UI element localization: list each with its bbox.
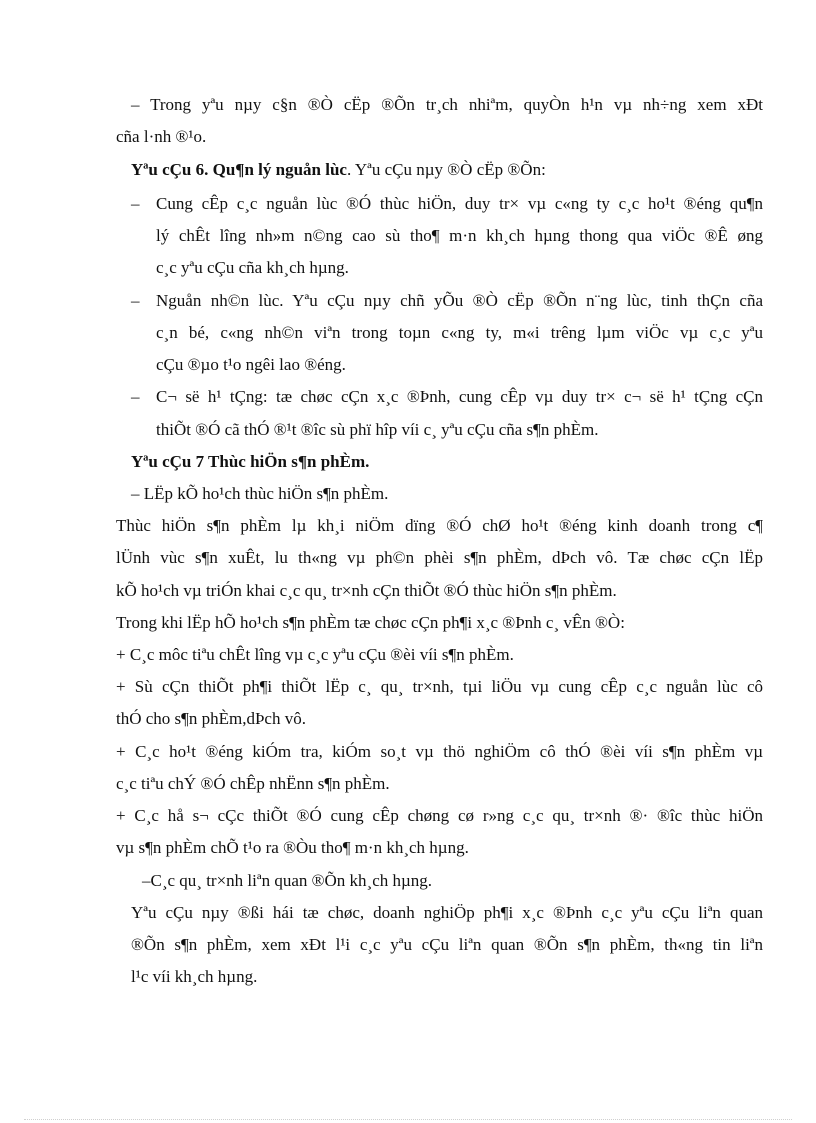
- paragraph-line: vµ s¶n phÈm chÕ t¹o ra ®Òu tho¶ m·n kh¸ch hµng.: [116, 838, 469, 857]
- paragraph-line: + C¸c môc tiªu chÊt lîng vµ c¸c yªu cÇu ®èi víi s¶n phÈm.: [116, 645, 514, 664]
- section-heading-req6: [131, 159, 546, 181]
- list-item-line: cÇu ®µo t¹o ngêi lao ®éng.: [156, 355, 346, 374]
- paragraph-line: Yªu cÇu nµy ®ßi hái tæ chøc, doanh nghiÖp ph¶i x¸c ®Þnh c¸c yªu cÇu liªn quan: [131, 903, 763, 922]
- paragraph-line: Trong khi lËp hÕ ho¹ch s¶n phÈm tæ chøc cÇn ph¶i x¸c ®Þnh c¸ vÊn ®Ò:: [116, 613, 625, 632]
- paragraph-line: + C¸c hå s¬ cÇc thiÕt ®Ó cung cÊp chøng cø r»ng c¸c qu¸ tr×nh ®· ®îc thùc hiÖn: [116, 806, 763, 825]
- heading-rest: . Yªu cÇu nµy ®Ò cËp ®Õn:: [346, 160, 546, 179]
- footer-divider: [24, 1119, 792, 1120]
- paragraph-line: – LËp kÕ ho¹ch thùc hiÖn s¶n phÈm.: [131, 484, 389, 503]
- paragraph-line: + C¸c ho¹t ®éng kiÓm tra, kiÓm so¸t vµ thö nghiÖm cô thÓ ®èi víi s¶n phÈm vµ: [116, 742, 763, 761]
- paragraph-line: c¸c tiªu chÝ ®Ó chÊp nhËnn s¶n phÈm.: [116, 774, 390, 793]
- paragraph-line: cña l·nh ®¹o.: [116, 127, 207, 146]
- paragraph-line: ®Õn s¶n phÈm, xem xÐt l¹i c¸c yªu cÇu liªn quan ®Õn s¶n phÈm, th«ng tin liªn: [131, 935, 763, 954]
- paragraph-line: Thùc hiÖn s¶n phÈm lµ kh¸i niÖm dïng ®Ó chØ ho¹t ®éng kinh doanh trong c¶: [116, 516, 763, 535]
- heading-bold: Yªu cÇu 6. Qu¶n lý nguån lùc: [131, 160, 347, 179]
- list-item-line: thiÕt ®Ó cã thÓ ®¹t ®îc sù phï hîp víi c¸ yªu cÇu cña s¶n phÈm.: [156, 420, 599, 439]
- paragraph-line: kÕ ho¹ch vµ triÓn khai c¸c qu¸ tr×nh cÇn thiÕt ®Ó thùc hiÖn s¶n phÈm.: [116, 581, 617, 600]
- paragraph-line: –C¸c qu¸ tr×nh liªn quan ®Õn kh¸ch hµng.: [142, 871, 433, 890]
- list-dash: –: [131, 291, 140, 310]
- paragraph-line: + Sù cÇn thiÕt ph¶i thiÕt lËp c¸ qu¸ tr×nh, tµi liÖu vµ cung cÊp c¸c nguån lùc cô: [116, 677, 763, 696]
- list-item-line: c¸c yªu cÇu cña kh¸ch hµng.: [156, 258, 349, 277]
- paragraph-line: l¹c víi kh¸ch hµng.: [131, 967, 258, 986]
- list-dash: –: [131, 387, 140, 406]
- section-heading-req7: [131, 451, 369, 473]
- list-item-line: Nguån nh©n lùc. Yªu cÇu nµy chñ yÕu ®Ò cËp ®Õn n¨ng lùc, tinh thÇn cña: [156, 291, 763, 310]
- list-dash: –: [131, 194, 140, 213]
- paragraph-line: lÜnh vùc s¶n xuÊt, lu th«ng vµ ph©n phèi s¶n phÈm, dÞch vô. Tæ chøc cÇn lËp: [116, 548, 763, 567]
- paragraph-line: – Trong yªu nµy c§n ®Ò cËp ®Õn tr¸ch nhiªm, quyÒn h¹n vµ nh÷ng xem xÐt: [131, 95, 763, 114]
- heading-bold: Yªu cÇu 7 Thùc hiÖn s¶n phÈm.: [131, 452, 370, 471]
- list-item-line: lý chÊt lîng nh»m n©ng cao sù tho¶ m·n kh¸ch hµng thong qua viÖc ®Ê øng: [156, 226, 763, 245]
- list-item-line: c¸n bé, c«ng nh©n viªn trong toµn c«ng ty, m«i trêng lµm viÖc vµ c¸c yªu: [156, 323, 763, 342]
- paragraph-line: thÓ cho s¶n phÈm,dÞch vô.: [116, 709, 306, 728]
- list-item-line: Cung cÊp c¸c nguån lùc ®Ó thùc hiÖn, duy tr× vµ c«ng ty c¸c ho¹t ®éng qu¶n: [156, 194, 763, 213]
- list-item-line: C¬ së h¹ tÇng: tæ chøc cÇn x¸c ®Þnh, cung cÊp vµ duy tr× c¬ së h¹ tÇng cÇn: [156, 387, 763, 406]
